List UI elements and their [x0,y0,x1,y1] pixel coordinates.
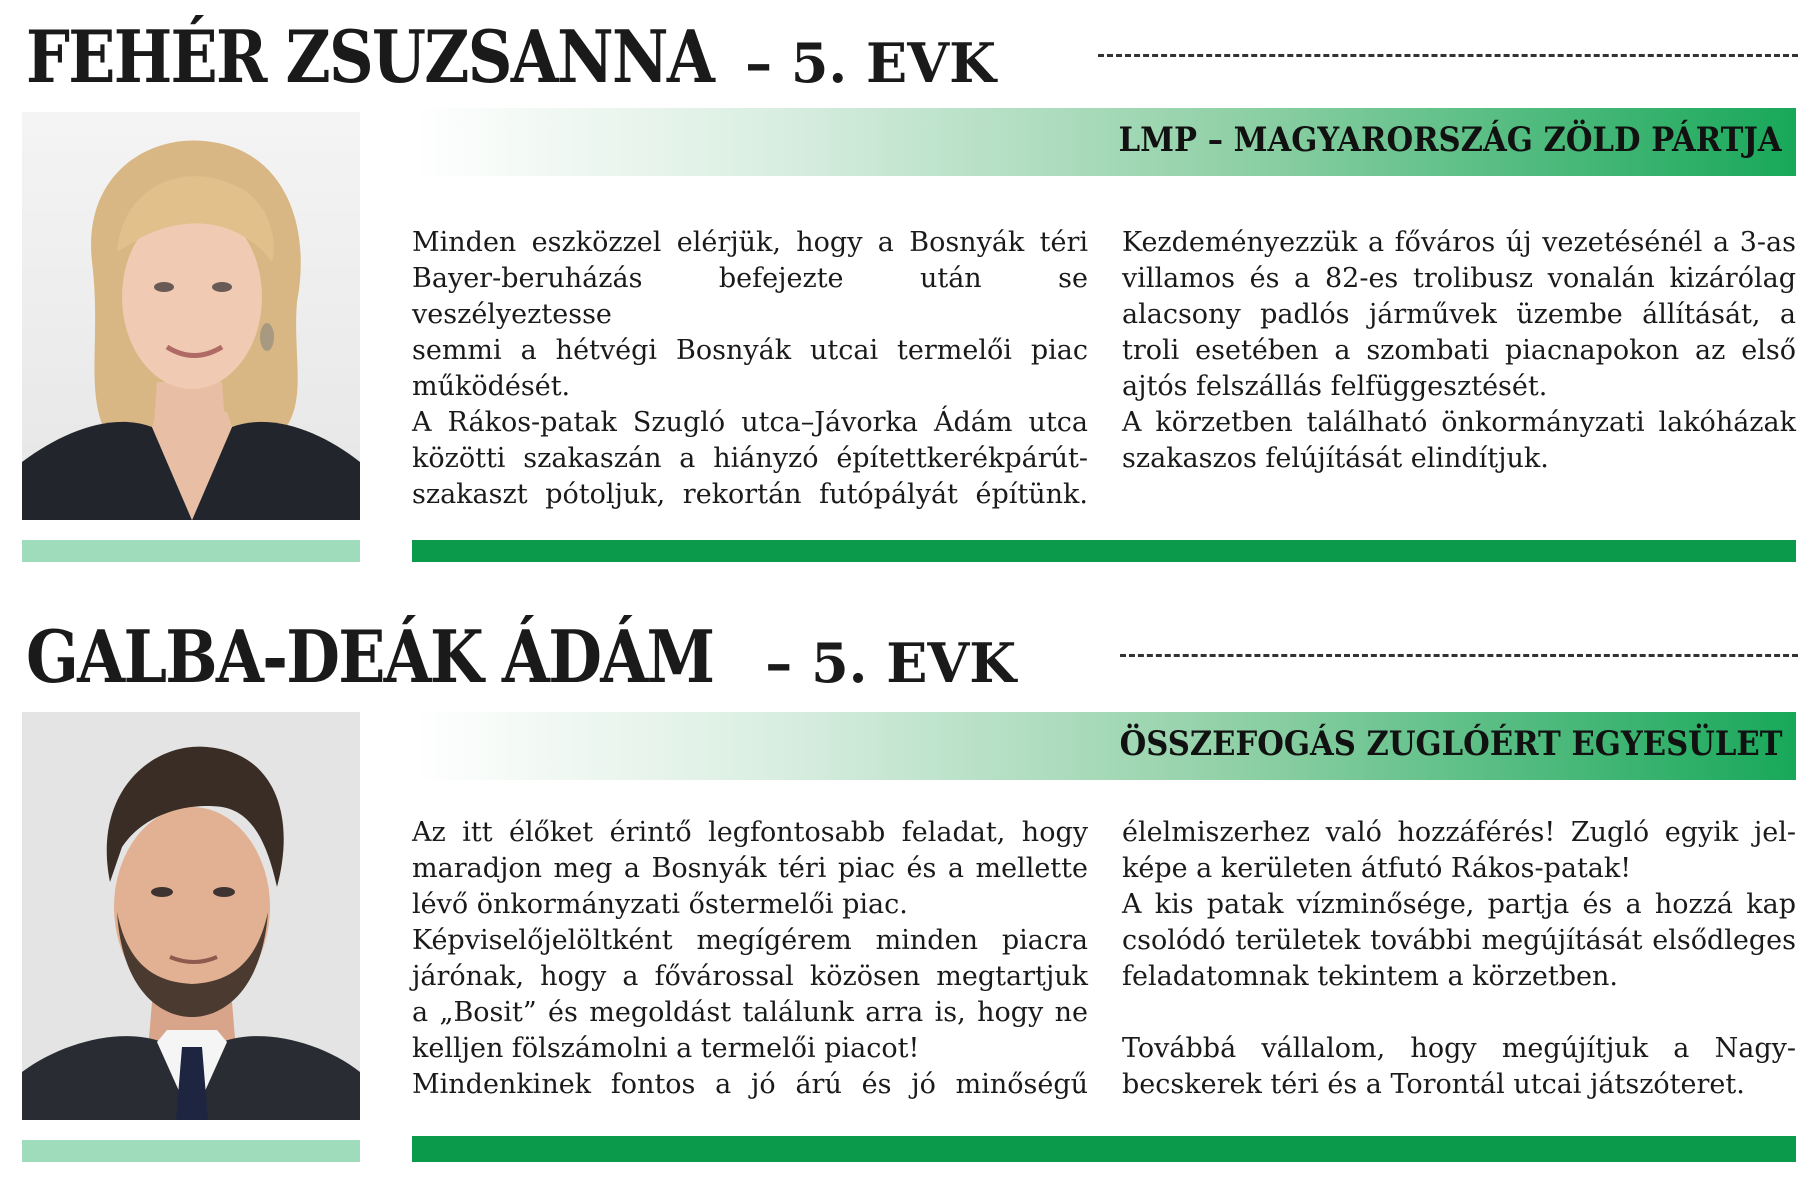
candidate-title [26,14,996,99]
text-line: szakaszos felújítását elindítjuk. [1122,443,1549,474]
text-column-left [412,225,1088,513]
text-line: csolódó területek további megújítását elsődleges [1122,925,1796,956]
party-banner [412,712,1796,780]
text-line: maradjon meg a Bosnyák téri piac és a mellette [412,853,1088,884]
text-line: szakaszt pótoljuk, rekortán futópályát építünk. [412,479,1088,510]
photo-underline-bar [22,540,360,562]
title-dashed-rule [1098,54,1798,57]
text-line: becskerek téri és a Torontál utcai játszóteret. [1122,1069,1745,1100]
text-line: A Rákos-patak Szugló utca–Jávorka Ádám utca [412,407,1088,438]
section-underline-bar [412,1136,1796,1162]
candidate-name: GALBA-DEÁK ÁDÁM [26,614,714,699]
text-line: Mindenkinek fontos a jó árú és jó minőségű [412,1069,1088,1100]
district-label: – 5. EVK [745,31,997,95]
text-line: alacsony padlós járművek üzembe állítását, a [1122,299,1796,330]
text-line: villamos és a 82-es trolibusz vonalán kizárólag [1122,263,1796,294]
candidate-photo [22,112,360,520]
text-line: lévő önkormányzati őstermelői piac. [412,889,908,920]
text-line: A körzetben található önkormányzati lakóházak [1122,407,1796,438]
text-line-blank [1122,995,1796,1031]
candidate-photo [22,712,360,1120]
party-name: LMP – MAGYARORSZÁG ZÖLD PÁRTJA [1119,120,1782,160]
text-line: közötti szakaszán a hiányzó építettkerékpárút- [412,443,1088,474]
photo-underline-bar [22,1140,360,1162]
text-line: Képviselőjelöltként megígérem minden piacra [412,925,1088,956]
text-column-left [412,815,1088,1103]
candidate-title [26,614,1016,699]
text-line: Kezdeményezzük a főváros új vezetésénél a 3-as [1122,227,1796,258]
text-column-right [1122,815,1796,1103]
text-line: kelljen fölszámolni a termelői piacot! [412,1033,920,1064]
text-line: járónak, hogy a fővárossal közösen megtartjuk [412,961,1088,992]
party-name: ÖSSZEFOGÁS ZUGLÓÉRT EGYESÜLET [1119,724,1782,764]
text-line: élelmiszerhez való hozzáférés! Zugló egyik jel- [1122,817,1796,848]
party-banner [412,108,1796,176]
district-label: – 5. EVK [765,631,1017,695]
candidate-name: FEHÉR ZSUZSANNA [26,14,714,99]
text-line: feladatomnak tekintem a körzetben. [1122,961,1618,992]
section-underline-bar [412,540,1796,562]
text-line: A kis patak vízminősége, partja és a hozzá kap [1122,889,1796,920]
text-line: működését. [412,371,571,402]
text-line: képe a kerületen átfutó Rákos-patak! [1122,853,1632,884]
text-line: troli esetében a szombati piacnapokon az első [1122,335,1796,366]
text-line: Minden eszközzel elérjük, hogy a Bosnyák téri [412,227,1088,258]
text-line: Továbbá vállalom, hogy megújítjuk a Nagy- [1122,1033,1796,1064]
text-column-right [1122,225,1796,477]
title-dashed-rule [1120,654,1798,657]
text-line: semmi a hétvégi Bosnyák utcai termelői piac [412,335,1088,366]
text-line: a „Bosit” és megoldást találunk arra is, hogy ne [412,997,1088,1028]
text-line: ajtós felszállás felfüggesztését. [1122,371,1548,402]
text-line: Bayer-beruházás befejezte után se veszélyeztesse [412,263,1088,330]
text-line: Az itt élőket érintő legfontosabb feladat, hogy [412,817,1088,848]
